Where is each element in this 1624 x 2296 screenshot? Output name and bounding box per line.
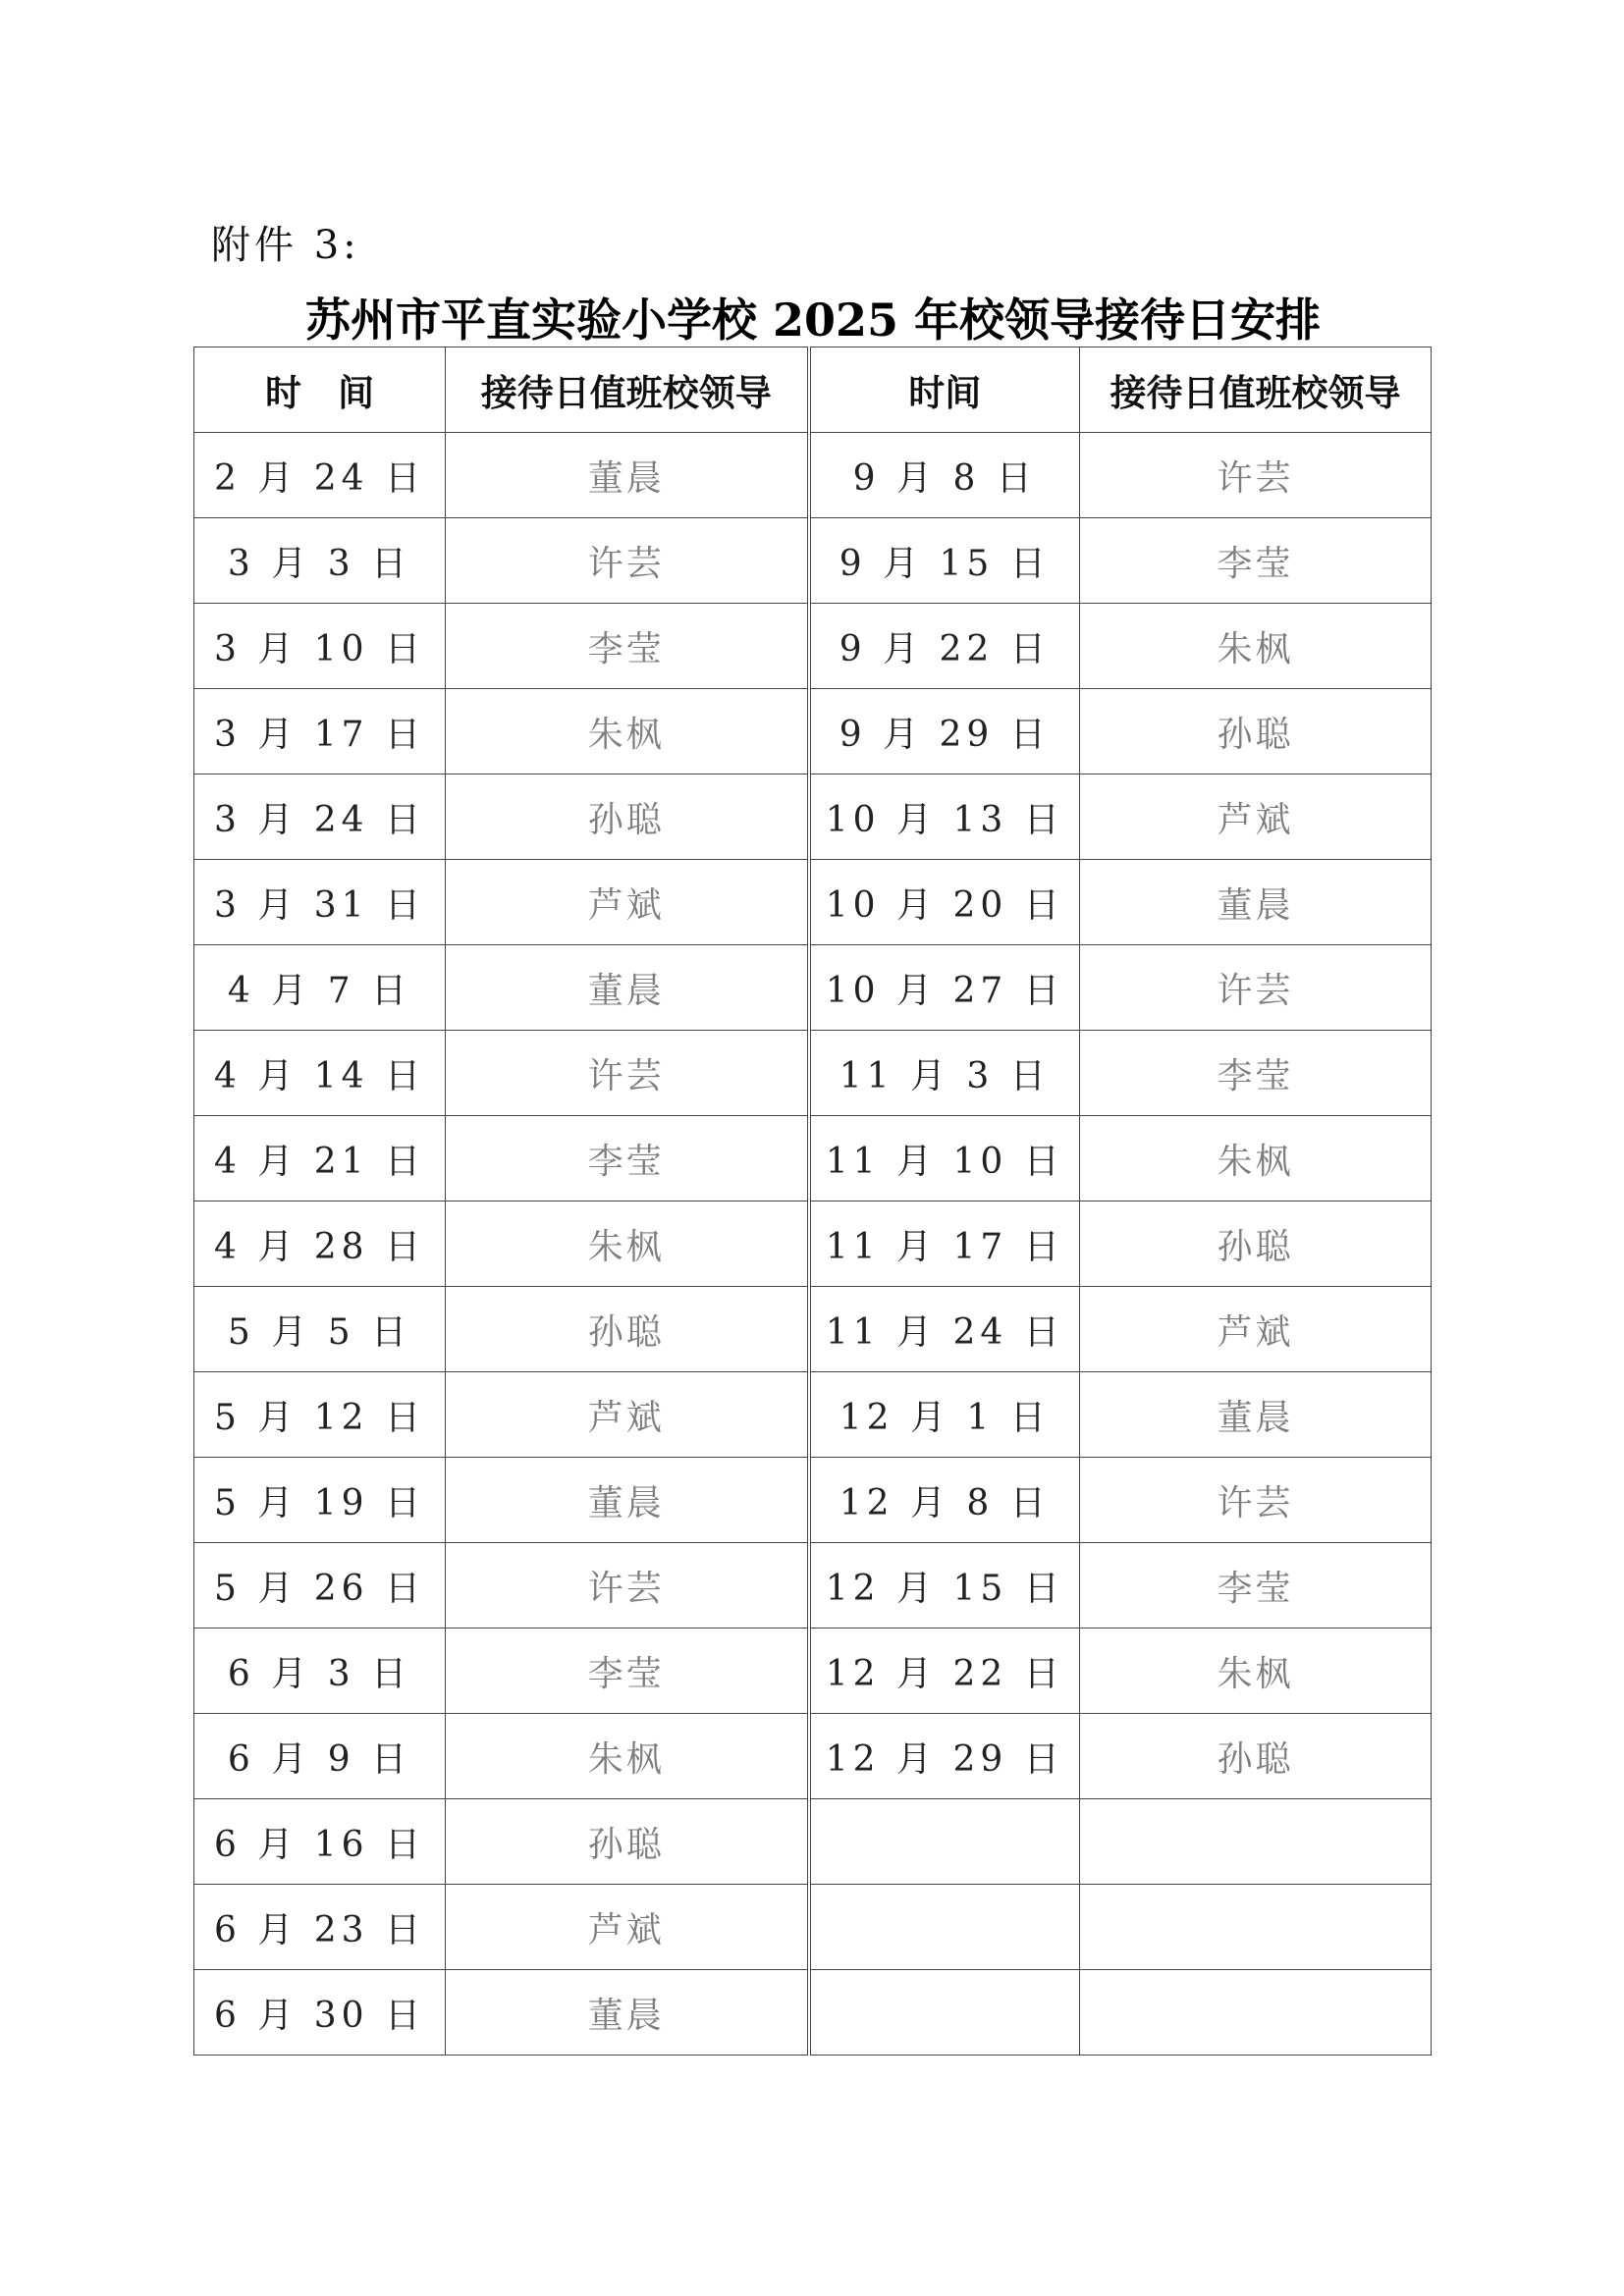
attachment-label: 附件 3:	[211, 223, 360, 268]
header-right-leader: 接待日值班校领导	[1080, 347, 1432, 433]
right-date-cell	[809, 1799, 1080, 1885]
left-leader-cell: 董晨	[446, 1458, 809, 1543]
table-row	[194, 1458, 1432, 1543]
right-leader-cell: 李莹	[1080, 1543, 1432, 1629]
right-date-cell: 12 月 1 日	[809, 1372, 1080, 1458]
right-date-cell: 11 月 3 日	[809, 1031, 1080, 1116]
right-date-cell: 11 月 10 日	[809, 1116, 1080, 1201]
left-date-cell: 5 月 19 日	[194, 1458, 446, 1543]
table-row	[194, 860, 1432, 945]
table-header-row	[194, 347, 1432, 433]
left-leader-cell: 朱枫	[446, 1201, 809, 1287]
left-leader-cell: 朱枫	[446, 1714, 809, 1799]
right-date-cell: 11 月 24 日	[809, 1287, 1080, 1372]
right-leader-cell: 董晨	[1080, 860, 1432, 945]
header-right-time: 时间	[809, 347, 1080, 433]
left-date-cell: 4 月 14 日	[194, 1031, 446, 1116]
table-row	[194, 689, 1432, 774]
table-row	[194, 1201, 1432, 1287]
table-row	[194, 1629, 1432, 1714]
right-leader-cell: 朱枫	[1080, 1629, 1432, 1714]
left-date-cell: 2 月 24 日	[194, 433, 446, 518]
right-leader-cell: 朱枫	[1080, 604, 1432, 689]
left-leader-cell: 许芸	[446, 518, 809, 604]
left-leader-cell: 孙聪	[446, 774, 809, 860]
left-leader-cell: 孙聪	[446, 1287, 809, 1372]
right-date-cell	[809, 1970, 1080, 2056]
left-leader-cell: 许芸	[446, 1031, 809, 1116]
left-leader-cell: 芦斌	[446, 1885, 809, 1970]
right-date-cell: 10 月 13 日	[809, 774, 1080, 860]
right-leader-cell: 孙聪	[1080, 689, 1432, 774]
schedule-table	[193, 347, 1432, 2056]
right-leader-cell	[1080, 1970, 1432, 2056]
left-leader-cell: 芦斌	[446, 860, 809, 945]
table-row	[194, 1970, 1432, 2056]
right-leader-cell: 芦斌	[1080, 1287, 1432, 1372]
right-leader-cell: 董晨	[1080, 1372, 1432, 1458]
header-left-leader: 接待日值班校领导	[446, 347, 809, 433]
table-row	[194, 945, 1432, 1031]
right-date-cell: 10 月 20 日	[809, 860, 1080, 945]
right-leader-cell	[1080, 1799, 1432, 1885]
left-date-cell: 4 月 7 日	[194, 945, 446, 1031]
right-date-cell: 11 月 17 日	[809, 1201, 1080, 1287]
right-leader-cell: 许芸	[1080, 433, 1432, 518]
left-leader-cell: 许芸	[446, 1543, 809, 1629]
table-row	[194, 433, 1432, 518]
table-row	[194, 1372, 1432, 1458]
table-row	[194, 1885, 1432, 1970]
right-date-cell: 12 月 8 日	[809, 1458, 1080, 1543]
right-leader-cell: 朱枫	[1080, 1116, 1432, 1201]
left-date-cell: 3 月 3 日	[194, 518, 446, 604]
left-date-cell: 6 月 16 日	[194, 1799, 446, 1885]
left-date-cell: 5 月 5 日	[194, 1287, 446, 1372]
left-leader-cell: 孙聪	[446, 1799, 809, 1885]
left-date-cell: 3 月 31 日	[194, 860, 446, 945]
table-row	[194, 774, 1432, 860]
left-date-cell: 3 月 17 日	[194, 689, 446, 774]
right-date-cell: 9 月 8 日	[809, 433, 1080, 518]
left-date-cell: 3 月 24 日	[194, 774, 446, 860]
right-leader-cell: 李莹	[1080, 1031, 1432, 1116]
table-row	[194, 1287, 1432, 1372]
schedule-body	[194, 433, 1432, 2056]
table-row	[194, 1031, 1432, 1116]
right-date-cell: 9 月 22 日	[809, 604, 1080, 689]
left-date-cell: 6 月 23 日	[194, 1885, 446, 1970]
table-row	[194, 1116, 1432, 1201]
right-leader-cell: 李莹	[1080, 518, 1432, 604]
left-date-cell: 5 月 26 日	[194, 1543, 446, 1629]
page-title: 苏州市平直实验小学校 2025 年校领导接待日安排	[304, 294, 1322, 347]
left-date-cell: 6 月 9 日	[194, 1714, 446, 1799]
right-date-cell	[809, 1885, 1080, 1970]
right-date-cell: 12 月 22 日	[809, 1629, 1080, 1714]
left-date-cell: 6 月 3 日	[194, 1629, 446, 1714]
left-date-cell: 3 月 10 日	[194, 604, 446, 689]
header-left-time: 时 间	[194, 347, 446, 433]
left-leader-cell: 董晨	[446, 945, 809, 1031]
left-date-cell: 5 月 12 日	[194, 1372, 446, 1458]
left-leader-cell: 李莹	[446, 1116, 809, 1201]
left-leader-cell: 李莹	[446, 604, 809, 689]
left-leader-cell: 芦斌	[446, 1372, 809, 1458]
right-leader-cell: 孙聪	[1080, 1714, 1432, 1799]
left-date-cell: 6 月 30 日	[194, 1970, 446, 2056]
table-row	[194, 1799, 1432, 1885]
right-leader-cell: 孙聪	[1080, 1201, 1432, 1287]
right-date-cell: 9 月 29 日	[809, 689, 1080, 774]
table-row	[194, 1714, 1432, 1799]
right-date-cell: 12 月 15 日	[809, 1543, 1080, 1629]
table-row	[194, 1543, 1432, 1629]
right-leader-cell	[1080, 1885, 1432, 1970]
table-row	[194, 604, 1432, 689]
left-date-cell: 4 月 21 日	[194, 1116, 446, 1201]
right-date-cell: 12 月 29 日	[809, 1714, 1080, 1799]
right-date-cell: 9 月 15 日	[809, 518, 1080, 604]
right-leader-cell: 芦斌	[1080, 774, 1432, 860]
right-leader-cell: 许芸	[1080, 945, 1432, 1031]
left-leader-cell: 朱枫	[446, 689, 809, 774]
right-date-cell: 10 月 27 日	[809, 945, 1080, 1031]
left-date-cell: 4 月 28 日	[194, 1201, 446, 1287]
table-row	[194, 518, 1432, 604]
left-leader-cell: 董晨	[446, 433, 809, 518]
left-leader-cell: 董晨	[446, 1970, 809, 2056]
left-leader-cell: 李莹	[446, 1629, 809, 1714]
right-leader-cell: 许芸	[1080, 1458, 1432, 1543]
